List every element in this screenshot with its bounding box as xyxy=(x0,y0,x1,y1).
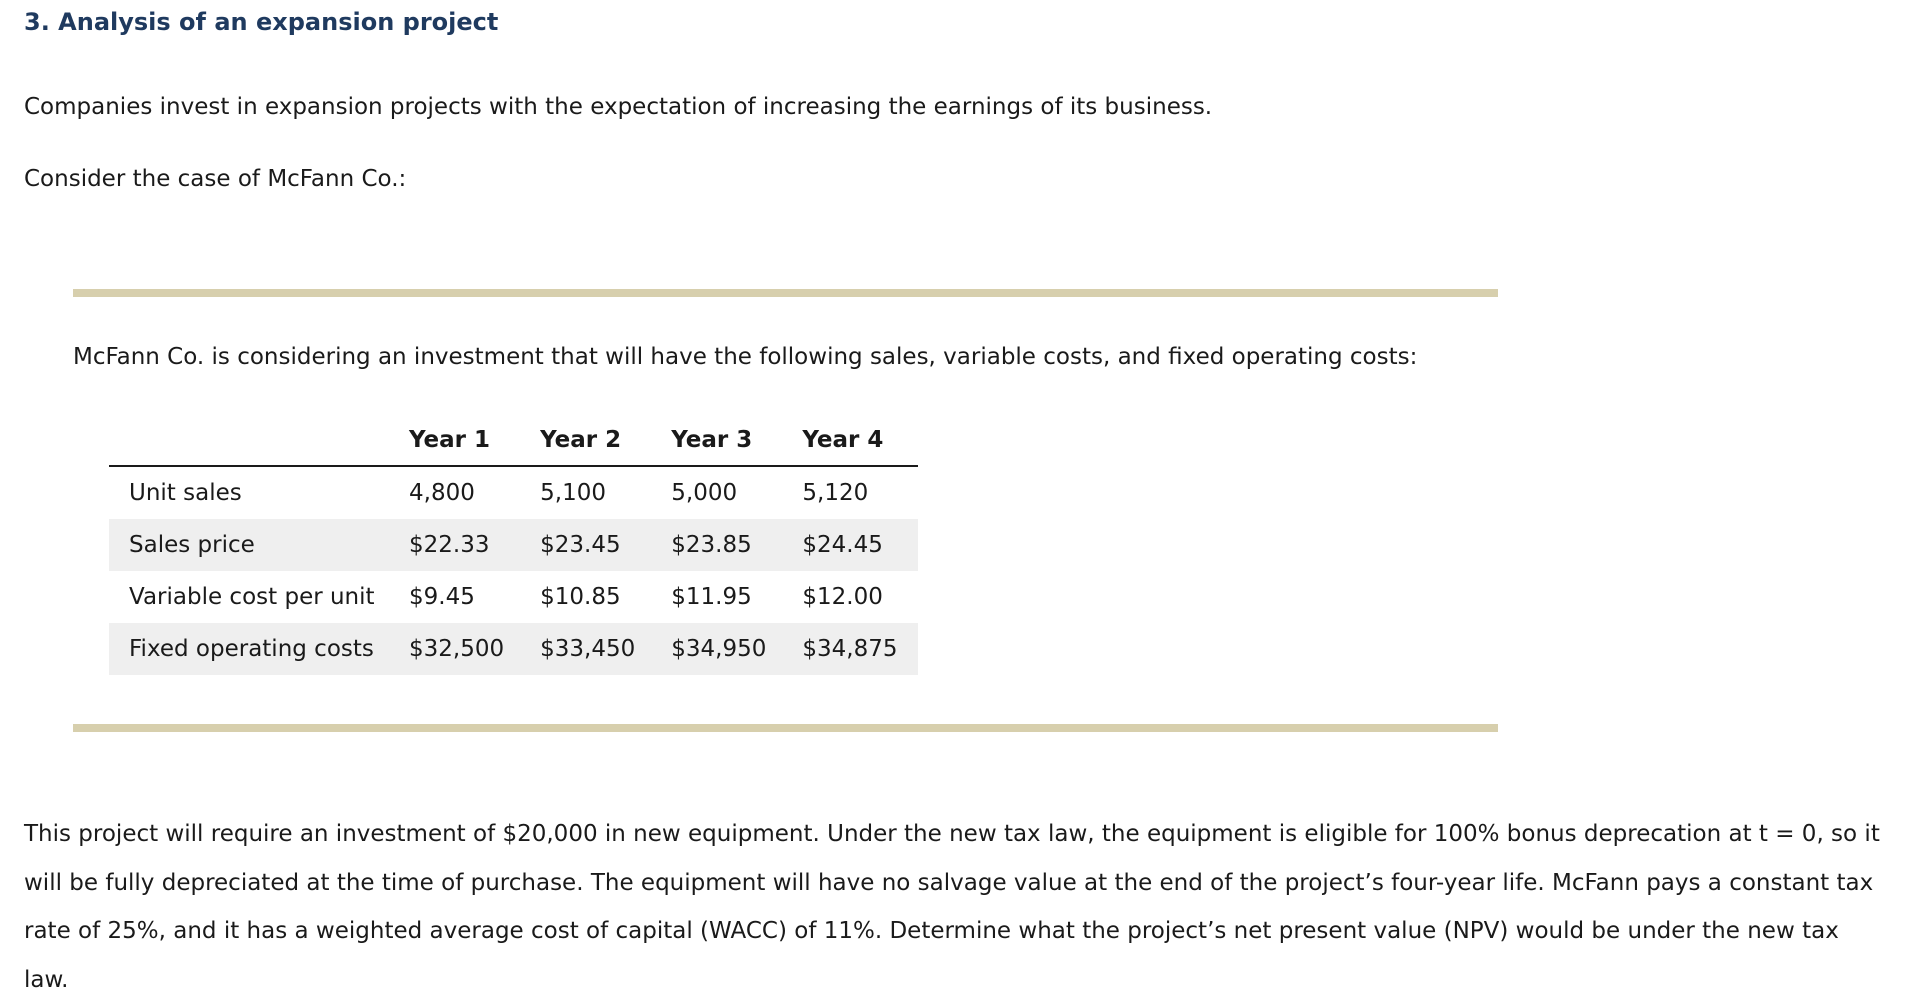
table-header-blank xyxy=(109,415,409,466)
table-row xyxy=(109,519,918,571)
table-row xyxy=(109,623,918,675)
top-divider xyxy=(73,289,1498,297)
table-cell: $22.33 xyxy=(409,519,540,571)
row-label-unit-sales: Unit sales xyxy=(129,480,242,506)
table-cell: 4,800 xyxy=(409,480,475,506)
bottom-divider xyxy=(73,724,1498,732)
table-header-row xyxy=(109,415,918,466)
table-cell: $11.95 xyxy=(671,584,752,610)
row-label-sales-price: Sales price xyxy=(109,519,409,571)
table-cell: $34,875 xyxy=(802,623,917,675)
table-cell: $34,950 xyxy=(671,623,802,675)
consider-paragraph: Consider the case of McFann Co.: xyxy=(24,166,407,192)
question-paragraph: This project will require an investment of $20,000 in new equipment. Under the new tax law, the equipment is eligible for 100% bonus deprecation at t = 0, so it will be fully depreciated at the time of purchase. The equipment will have no salvage value at the end of the project’s four-year life. McFann pays a constant tax rate of 25%, and it has a weighted average cost of capital (WACC) of 11%. Determine what the project’s net present value (NPV) would be under the new tax law. xyxy=(24,821,1880,993)
row-label-variable-cost: Variable cost per unit xyxy=(129,584,375,610)
table-cell: $24.45 xyxy=(802,519,917,571)
table-cell: 5,120 xyxy=(802,480,869,506)
table-cell: $33,450 xyxy=(540,623,671,675)
table-cell: $9.45 xyxy=(409,584,475,610)
row-label-fixed-costs: Fixed operating costs xyxy=(109,623,409,675)
table-row xyxy=(109,466,918,519)
table-cell: $23.45 xyxy=(540,519,671,571)
table-header-year-1: Year 1 xyxy=(409,415,540,466)
table-header-year-3: Year 3 xyxy=(671,415,802,466)
table-cell: $12.00 xyxy=(802,584,883,610)
table-header-year-2: Year 2 xyxy=(540,415,671,466)
table-cell: $23.85 xyxy=(671,519,802,571)
section-heading: 3. Analysis of an expansion project xyxy=(24,8,499,36)
table-cell: $10.85 xyxy=(540,584,621,610)
table-cell: 5,100 xyxy=(540,480,606,506)
case-description: McFann Co. is considering an investment that will have the following sales, variable costs, and fixed operating costs: xyxy=(73,344,1418,370)
intro-paragraph: Companies invest in expansion projects with the expectation of increasing the earnings of its business. xyxy=(24,94,1213,120)
table-cell: $32,500 xyxy=(409,623,540,675)
table-row xyxy=(109,571,918,623)
table-cell: 5,000 xyxy=(671,480,738,506)
table-header-year-4: Year 4 xyxy=(802,415,917,466)
project-data-table xyxy=(109,415,918,675)
